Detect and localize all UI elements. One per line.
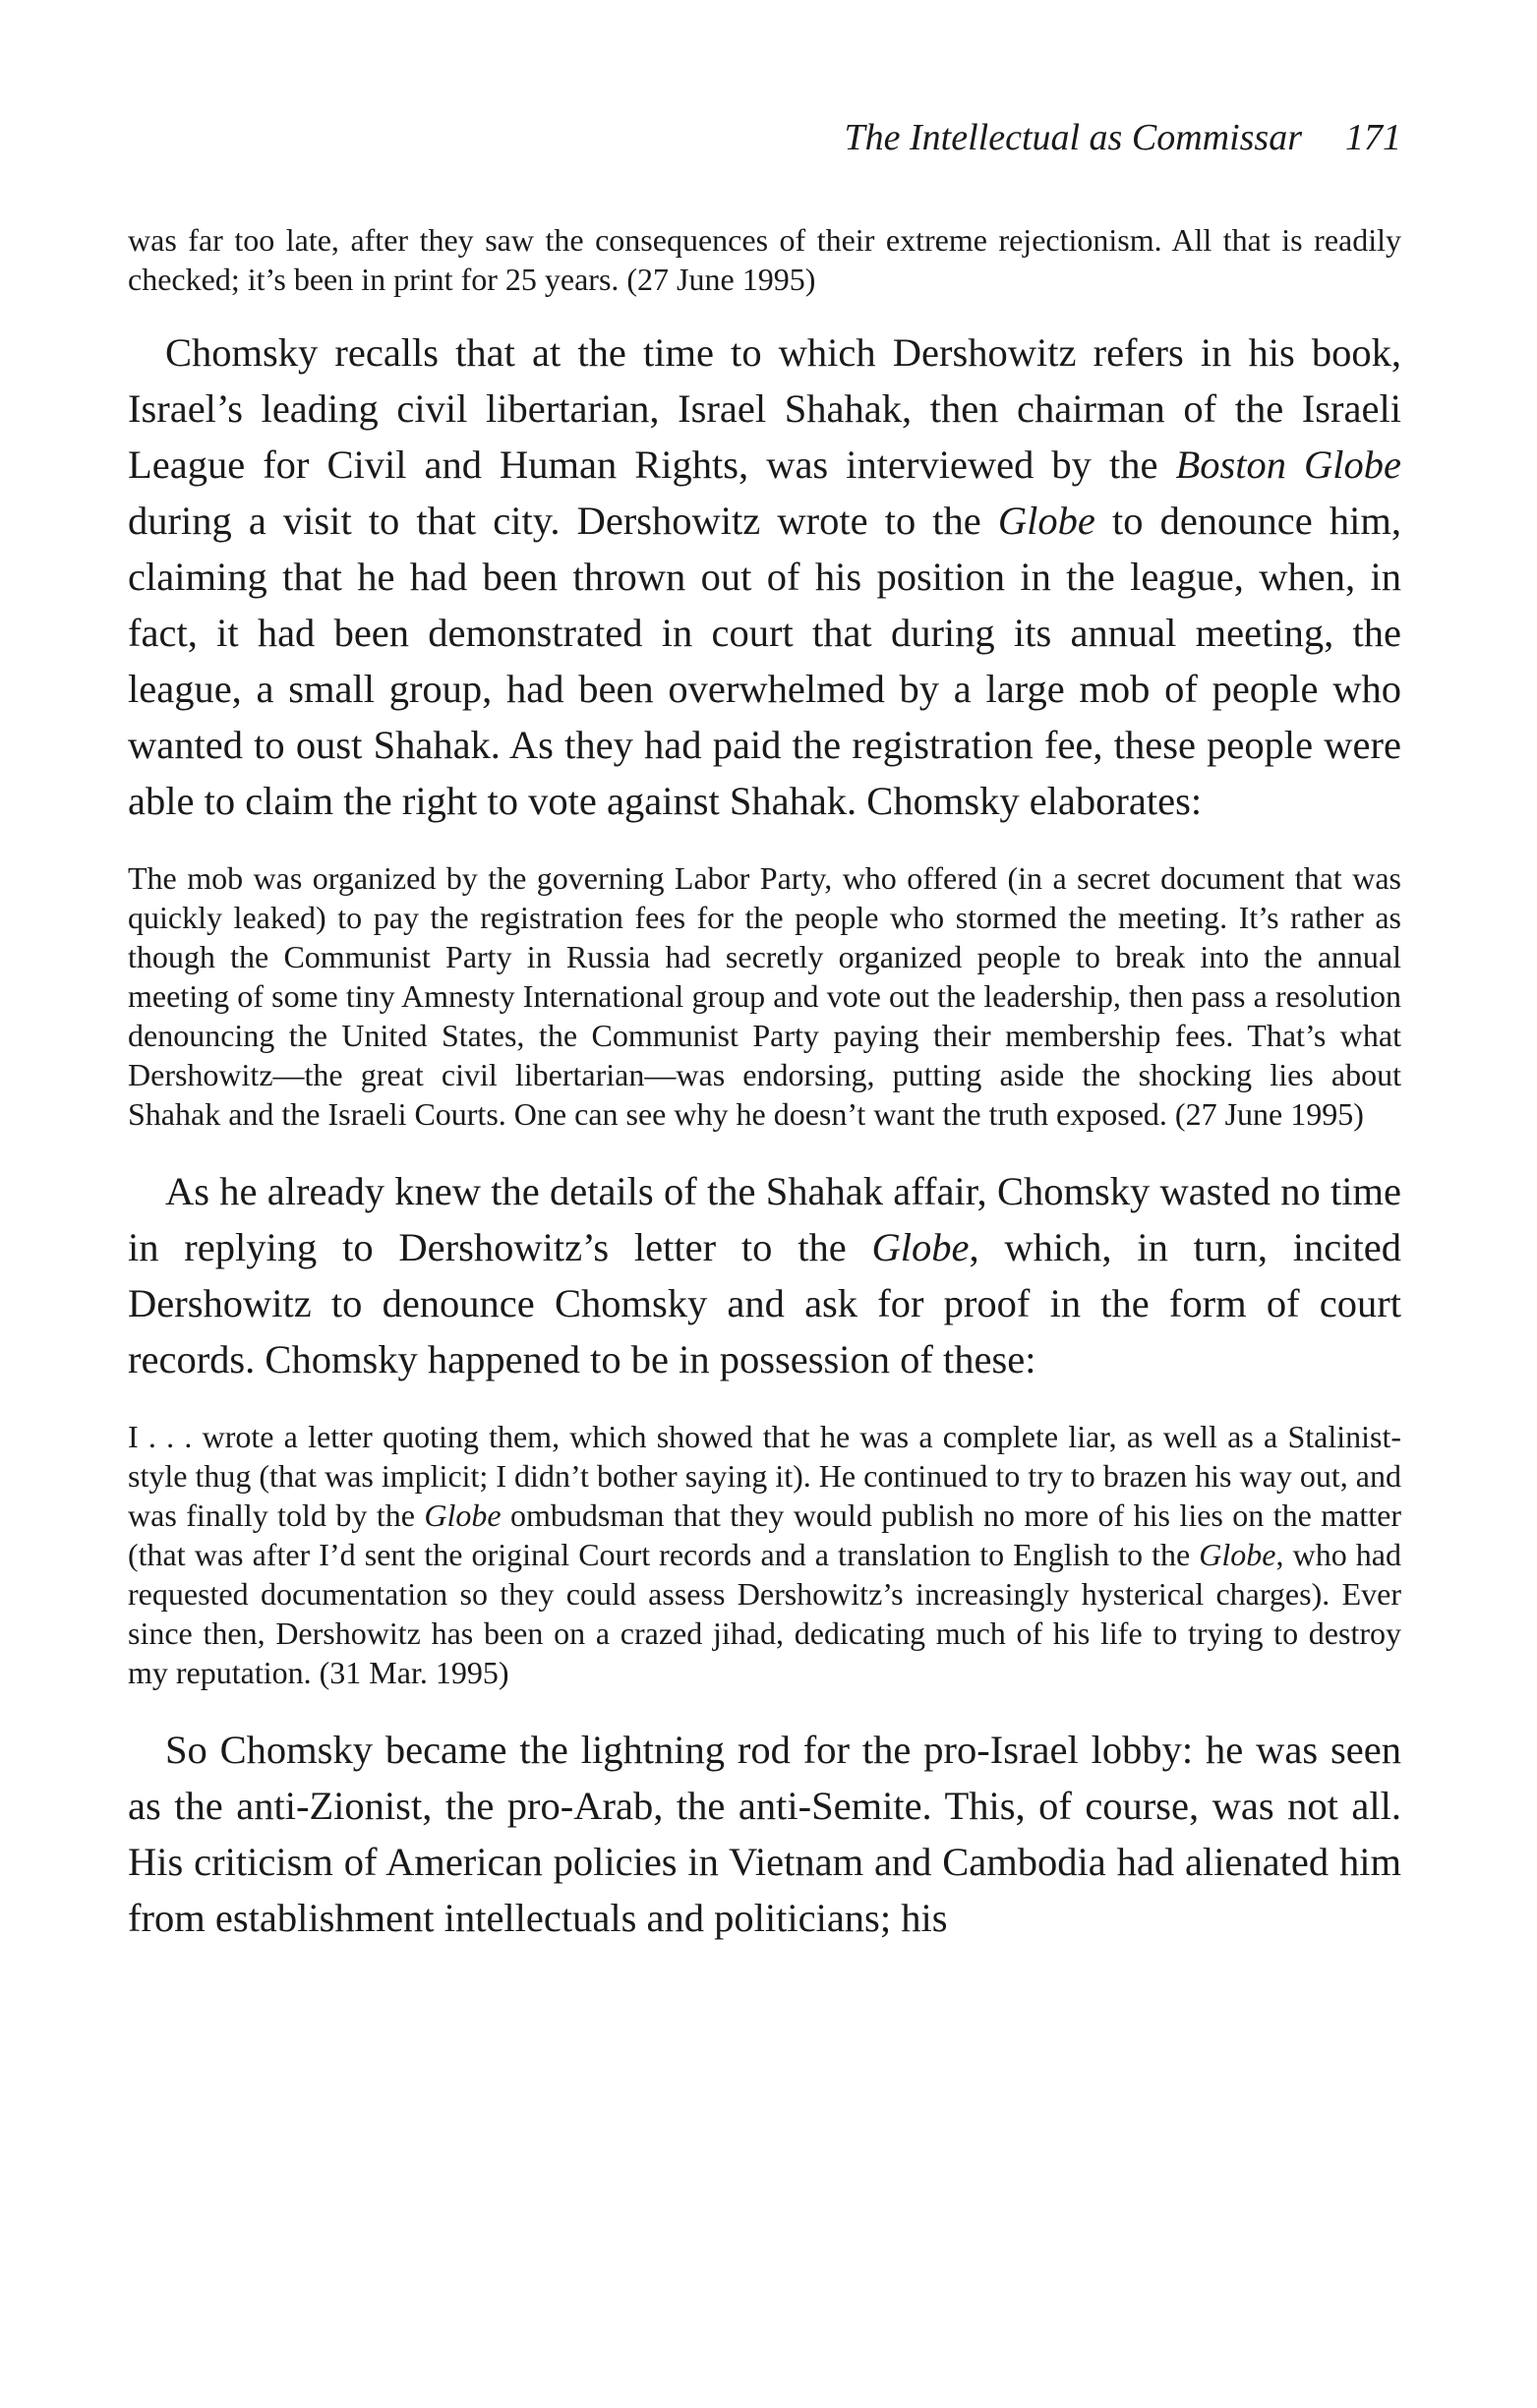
book-page [128,116,1401,1946]
continued-quote-paragraph: was far too late, after they saw the consequences of their extreme rejectionism. All that is readily checked; it’s been in print for 25 years. (27 June 1995) [128,222,1401,297]
newspaper-title: Globe [871,1225,970,1269]
body-paragraph-shahak: Chomsky recalls that at the time to which Dershowitz refers in his book, Israel’s leading civil libertarian, Israel Shahak, then chairman of the Israeli League for Civil and Human Rights, was interviewed by the Boston Globe during a visit to that city. Dershowitz wrote to the Globe to denounce him, claiming that he had been thrown out of his position in the league, when, in fact, it had been demonstrated in court that during its annual meeting, the league, a small group, had been overwhelmed by a large mob of people who wanted to oust Shahak. As they had paid the registration fee, these people were able to claim the right to vote against Shahak. Chomsky elaborates: [128,330,1401,823]
body-paragraph-reply: As he already knew the details of the Shahak affair, Chomsky wasted no time in replying to Dershowitz’s letter to the Globe, which, in turn, incited Dershowitz to denounce Chomsky and ask for proof in the form of court records. Chomsky happened to be in possession of these: [128,1169,1402,1381]
running-title: The Intellectual as Commissar [844,117,1302,158]
page-number: 171 [1345,117,1401,158]
block-quote-court-records: I . . . wrote a letter quoting them, which showed that he was a complete liar, as well as a Stalinist-style thug (that was implicit; I didn’t bother saying it). He continued to try to brazen his way out, and was finally told by the Globe ombudsman that they would publish no more of his lies on the matter (that was after I’d sent the original Court records and a translation to English to the Globe, who had requested documentation so they could assess Dershowitz’s increasingly hysterical charges). Ever since then, Dershowitz has been on a crazed jihad, dedicating much of his life to trying to destroy my reputation. (31 Mar. 1995) [128,1419,1402,1690]
newspaper-title: Boston Globe [1175,442,1401,487]
running-header [128,116,1401,159]
newspaper-title: Globe [424,1498,502,1533]
block-quote-labor-party: The mob was organized by the governing Labor Party, who offered (in a secret document that was quickly leaked) to pay the registration fees for the people who stormed the meeting. It’s rather as though the Communist Party in Russia had secretly organized people to break into the annual meeting of some tiny Amnesty International group and vote out the leadership, then pass a resolution denouncing the United States, the Communist Party paying their membership fees. That’s what Dershowitz—the great civil libertarian—was endorsing, putting aside the shocking lies about Shahak and the Israeli Courts. One can see why he doesn’t want the truth exposed. (27 June 1995) [128,860,1401,1132]
newspaper-title: Globe [1199,1537,1276,1572]
body-paragraph-lightning-rod: So Chomsky became the lightning rod for the pro-Israel lobby: he was seen as the anti-Zionist, the pro-Arab, the anti-Semite. This, of course, was not all. His criticism of American policies in Vietnam and Cambodia had alienated him from establishment intellectuals and politicians; his [128,1728,1401,1940]
newspaper-title: Globe [997,499,1095,543]
